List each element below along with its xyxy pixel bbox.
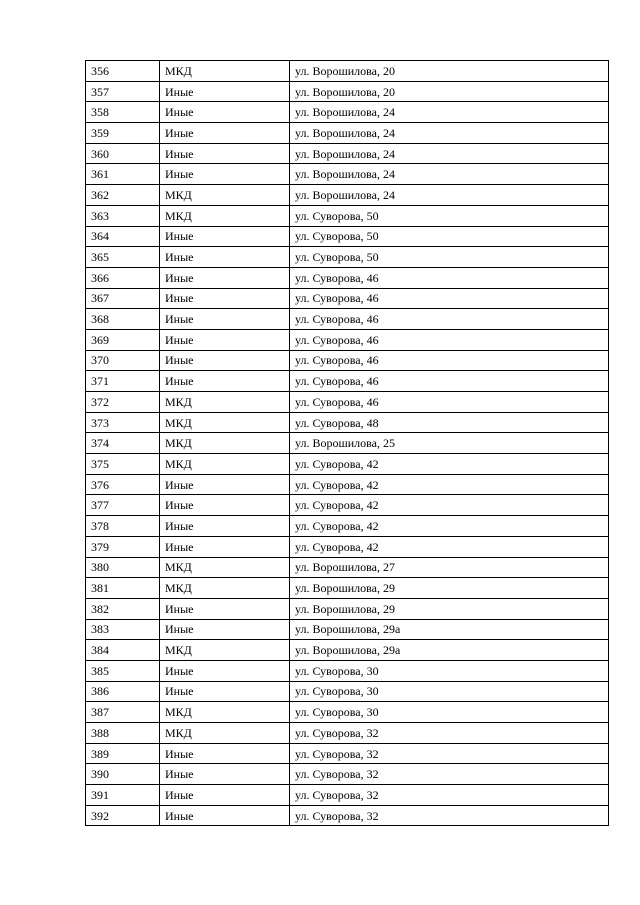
address-cell: ул. Ворошилова, 24 <box>290 102 609 123</box>
table-row <box>86 598 609 619</box>
object-type-cell: Иные <box>160 495 290 516</box>
table-body <box>86 61 609 826</box>
table-row <box>86 61 609 82</box>
address-cell: ул. Ворошилова, 25 <box>290 433 609 454</box>
table-row <box>86 640 609 661</box>
address-cell: ул. Суворова, 42 <box>290 454 609 475</box>
table-row <box>86 309 609 330</box>
table-row <box>86 474 609 495</box>
row-number-cell: 360 <box>86 143 160 164</box>
object-type-cell: Иные <box>160 143 290 164</box>
object-type-cell: МКД <box>160 392 290 413</box>
table-row <box>86 185 609 206</box>
address-cell: ул. Суворова, 50 <box>290 205 609 226</box>
address-cell: ул. Суворова, 30 <box>290 660 609 681</box>
address-cell: ул. Суворова, 32 <box>290 785 609 806</box>
object-type-cell: МКД <box>160 702 290 723</box>
row-number-cell: 363 <box>86 205 160 226</box>
address-cell: ул. Суворова, 32 <box>290 743 609 764</box>
object-type-cell: Иные <box>160 123 290 144</box>
row-number-cell: 371 <box>86 371 160 392</box>
table-row <box>86 123 609 144</box>
table-row <box>86 267 609 288</box>
row-number-cell: 380 <box>86 557 160 578</box>
row-number-cell: 389 <box>86 743 160 764</box>
address-cell: ул. Суворова, 42 <box>290 536 609 557</box>
address-cell: ул. Ворошилова, 20 <box>290 81 609 102</box>
address-cell: ул. Суворова, 50 <box>290 247 609 268</box>
row-number-cell: 388 <box>86 723 160 744</box>
table-row <box>86 619 609 640</box>
object-type-cell: Иные <box>160 247 290 268</box>
table-row <box>86 516 609 537</box>
row-number-cell: 359 <box>86 123 160 144</box>
row-number-cell: 367 <box>86 288 160 309</box>
row-number-cell: 358 <box>86 102 160 123</box>
address-cell: ул. Суворова, 46 <box>290 350 609 371</box>
object-type-cell: Иные <box>160 619 290 640</box>
row-number-cell: 370 <box>86 350 160 371</box>
address-cell: ул. Суворова, 42 <box>290 516 609 537</box>
object-type-cell: Иные <box>160 371 290 392</box>
row-number-cell: 392 <box>86 805 160 826</box>
row-number-cell: 385 <box>86 660 160 681</box>
address-cell: ул. Суворова, 42 <box>290 474 609 495</box>
address-cell: ул. Суворова, 46 <box>290 371 609 392</box>
table-row <box>86 557 609 578</box>
row-number-cell: 391 <box>86 785 160 806</box>
table-row <box>86 743 609 764</box>
object-type-cell: Иные <box>160 81 290 102</box>
object-type-cell: МКД <box>160 433 290 454</box>
address-cell: ул. Ворошилова, 20 <box>290 61 609 82</box>
table-row <box>86 764 609 785</box>
object-type-cell: Иные <box>160 474 290 495</box>
address-cell: ул. Суворова, 48 <box>290 412 609 433</box>
table-row <box>86 205 609 226</box>
object-type-cell: МКД <box>160 723 290 744</box>
table-row <box>86 681 609 702</box>
table-row <box>86 660 609 681</box>
address-cell: ул. Суворова, 32 <box>290 805 609 826</box>
table-row <box>86 702 609 723</box>
table-row <box>86 805 609 826</box>
object-type-cell: Иные <box>160 164 290 185</box>
table-row <box>86 578 609 599</box>
row-number-cell: 357 <box>86 81 160 102</box>
object-type-cell: МКД <box>160 640 290 661</box>
row-number-cell: 375 <box>86 454 160 475</box>
object-type-cell: МКД <box>160 454 290 475</box>
address-cell: ул. Ворошилова, 29а <box>290 640 609 661</box>
object-type-cell: Иные <box>160 309 290 330</box>
table-row <box>86 81 609 102</box>
object-type-cell: МКД <box>160 412 290 433</box>
table-row <box>86 433 609 454</box>
row-number-cell: 386 <box>86 681 160 702</box>
row-number-cell: 362 <box>86 185 160 206</box>
object-type-cell: Иные <box>160 681 290 702</box>
object-type-cell: МКД <box>160 205 290 226</box>
address-cell: ул. Суворова, 42 <box>290 495 609 516</box>
address-cell: ул. Ворошилова, 29 <box>290 598 609 619</box>
row-number-cell: 361 <box>86 164 160 185</box>
row-number-cell: 382 <box>86 598 160 619</box>
table-row <box>86 454 609 475</box>
address-cell: ул. Ворошилова, 24 <box>290 143 609 164</box>
table-row <box>86 350 609 371</box>
table-row <box>86 143 609 164</box>
row-number-cell: 366 <box>86 267 160 288</box>
object-type-cell: Иные <box>160 785 290 806</box>
row-number-cell: 368 <box>86 309 160 330</box>
address-cell: ул. Суворова, 30 <box>290 702 609 723</box>
row-number-cell: 365 <box>86 247 160 268</box>
address-cell: ул. Суворова, 32 <box>290 723 609 744</box>
object-type-cell: Иные <box>160 743 290 764</box>
table-row <box>86 495 609 516</box>
address-cell: ул. Ворошилова, 27 <box>290 557 609 578</box>
row-number-cell: 381 <box>86 578 160 599</box>
address-cell: ул. Суворова, 46 <box>290 288 609 309</box>
address-cell: ул. Суворова, 32 <box>290 764 609 785</box>
row-number-cell: 383 <box>86 619 160 640</box>
table-row <box>86 371 609 392</box>
table-row <box>86 723 609 744</box>
row-number-cell: 373 <box>86 412 160 433</box>
table-row <box>86 412 609 433</box>
object-type-cell: Иные <box>160 329 290 350</box>
object-type-cell: МКД <box>160 61 290 82</box>
table-row <box>86 536 609 557</box>
table-row <box>86 164 609 185</box>
address-cell: ул. Суворова, 46 <box>290 267 609 288</box>
row-number-cell: 377 <box>86 495 160 516</box>
table-row <box>86 102 609 123</box>
object-type-cell: Иные <box>160 350 290 371</box>
address-cell: ул. Ворошилова, 24 <box>290 123 609 144</box>
object-type-cell: Иные <box>160 288 290 309</box>
table-row <box>86 392 609 413</box>
address-cell: ул. Суворова, 46 <box>290 392 609 413</box>
address-cell: ул. Суворова, 30 <box>290 681 609 702</box>
row-number-cell: 390 <box>86 764 160 785</box>
object-type-cell: Иные <box>160 102 290 123</box>
object-type-cell: МКД <box>160 578 290 599</box>
row-number-cell: 356 <box>86 61 160 82</box>
objects-table <box>85 60 609 826</box>
object-type-cell: МКД <box>160 185 290 206</box>
table-row <box>86 226 609 247</box>
address-cell: ул. Суворова, 50 <box>290 226 609 247</box>
table-row <box>86 247 609 268</box>
object-type-cell: Иные <box>160 660 290 681</box>
object-type-cell: МКД <box>160 557 290 578</box>
object-type-cell: Иные <box>160 267 290 288</box>
row-number-cell: 378 <box>86 516 160 537</box>
object-type-cell: Иные <box>160 536 290 557</box>
table-row <box>86 329 609 350</box>
row-number-cell: 376 <box>86 474 160 495</box>
address-cell: ул. Ворошилова, 24 <box>290 164 609 185</box>
object-type-cell: Иные <box>160 805 290 826</box>
row-number-cell: 364 <box>86 226 160 247</box>
object-type-cell: Иные <box>160 226 290 247</box>
address-cell: ул. Ворошилова, 24 <box>290 185 609 206</box>
address-cell: ул. Суворова, 46 <box>290 329 609 350</box>
address-cell: ул. Ворошилова, 29 <box>290 578 609 599</box>
row-number-cell: 379 <box>86 536 160 557</box>
table-row <box>86 288 609 309</box>
address-cell: ул. Суворова, 46 <box>290 309 609 330</box>
row-number-cell: 369 <box>86 329 160 350</box>
table-row <box>86 785 609 806</box>
row-number-cell: 384 <box>86 640 160 661</box>
row-number-cell: 387 <box>86 702 160 723</box>
object-type-cell: Иные <box>160 764 290 785</box>
row-number-cell: 374 <box>86 433 160 454</box>
row-number-cell: 372 <box>86 392 160 413</box>
address-cell: ул. Ворошилова, 29а <box>290 619 609 640</box>
object-type-cell: Иные <box>160 598 290 619</box>
object-type-cell: Иные <box>160 516 290 537</box>
